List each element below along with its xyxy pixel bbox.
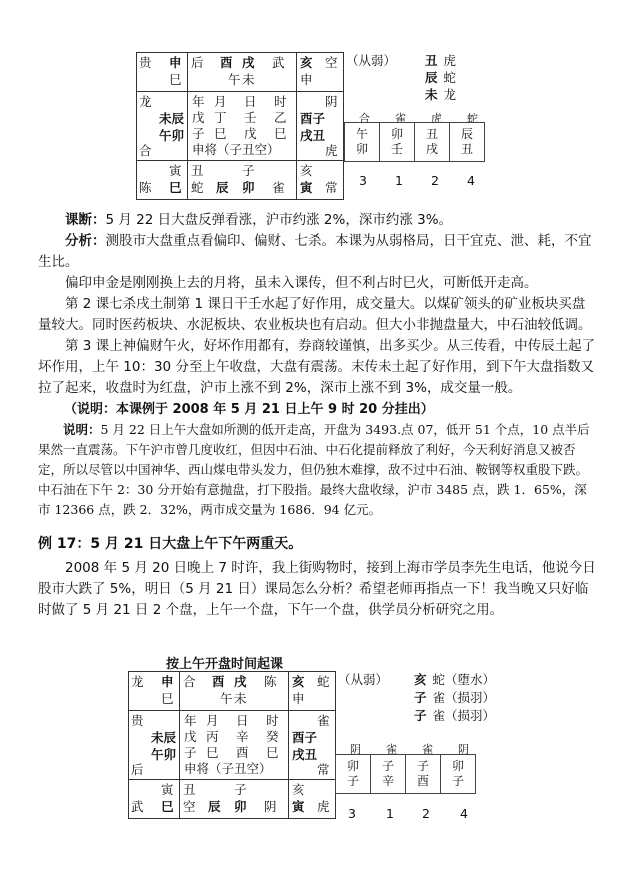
ke-god: 阴: [350, 743, 361, 756]
pan2-tm-branch-1: 酉: [212, 674, 225, 689]
ke-lower: 壬: [390, 142, 403, 156]
pan2-c-year: 年: [184, 713, 197, 728]
pan1-ke-order: [345, 173, 505, 189]
pan2-caption: 按上午开盘时间起课: [166, 657, 284, 672]
ke-number: 3: [359, 173, 367, 188]
chuan-row: [425, 54, 456, 68]
pan1-tm-sub-1: 午: [228, 72, 241, 87]
ke-upper: 卯: [451, 759, 464, 773]
chuan-row: [414, 709, 495, 723]
pan1-mr-pair-2: 戌丑: [300, 128, 326, 143]
pan2-bl-god: 武: [131, 799, 144, 814]
posting-note: （说明：本课例于 2008 年 5 月 21 日上午 9 时 20 分挂出）: [64, 402, 434, 417]
pan1-c-year: 年: [192, 94, 205, 109]
pan2-c-month: 月: [206, 713, 219, 728]
pan2-ke-order: [336, 806, 496, 822]
pan2-bm-god-2: 阴: [264, 799, 277, 814]
paragraph-ke-2: 第 2 课七杀戌土制第 1 课日干壬水起了好作用，成交量大。以煤矿领头的矿业板块买盘量较大。同时医药板块、水泥板块、农业板块也有启动。但大小非抛盘量大，中石油较低调。: [38, 296, 592, 333]
pan2-tm-branch-2: 戌: [234, 674, 247, 689]
pan2-bl-branch: 巳: [161, 799, 174, 814]
ke-duan-text: 5 月 22 日大盘反弹看涨，沪市约涨 2%，深市约涨 3%。: [105, 212, 453, 228]
ke-cell: [336, 755, 371, 794]
ke-number: 4: [467, 173, 475, 188]
ke-number: 1: [395, 173, 403, 188]
fen-xi-label: 分析：: [65, 233, 106, 249]
pan1-tm-branch-1: 酉: [220, 55, 233, 70]
result-note: [38, 420, 598, 520]
fen-xi-text: 测股市大盘重点看偏印、偏财、七杀。本课为从弱格局，日干宜克、泄、耗，不宜生比。: [38, 233, 592, 270]
ke-number: 2: [431, 173, 439, 188]
ke-number: 3: [348, 806, 356, 821]
pan2-bm-sub-2: 子: [234, 782, 247, 797]
pan2-tm-god-1: 合: [183, 674, 196, 689]
pan1-c-stem-4: 乙: [274, 110, 287, 125]
ke-cell: [380, 123, 415, 162]
chuan-branch: 子: [414, 690, 427, 705]
pan2-c-hour: 时: [266, 713, 279, 728]
pan1-tr-god: 空: [325, 55, 338, 70]
chuan-god: 蛇（堕水）: [432, 672, 496, 687]
ke-lower: 酉: [416, 774, 429, 788]
pan1-c-br-3: 戊: [244, 126, 257, 141]
example-17-intro: 2008 年 5 月 20 日晚上 7 时许，我上街购物时，接到上海市学员李先生电话，他说今日股市大跌了 5%，明日（5 月 21 日）课局怎么分析？希望老师再指点一下！我当晚又只好临时做了 5 月 21 日 2 个盘，上午一个盘，下午一个盘，供学员分析研究之用。: [38, 560, 596, 618]
pan1-bm-god-1: 蛇: [191, 180, 204, 195]
pan1-bl-sub: 寅: [169, 163, 182, 178]
pan2-ml-god-2: 后: [131, 762, 144, 777]
pan2-mr-god-1: 雀: [317, 713, 330, 728]
pan2-c-stem-2: 丙: [206, 729, 219, 744]
pan2-bm-branch-1: 辰: [208, 799, 221, 814]
ke-cell: [371, 755, 406, 794]
chuan-row: [425, 88, 456, 102]
pan1-bl-god: 陈: [139, 180, 152, 195]
chuan-row: [414, 691, 495, 705]
pan1-cell-mid-left: [137, 92, 187, 160]
pan1-ml-god-1: 龙: [139, 94, 152, 109]
pan1-br-god: 常: [325, 180, 338, 195]
pan2-c-day: 日: [236, 713, 249, 728]
pan1-bm-sub-1: 丑: [191, 163, 204, 178]
example-17-title: 例 17：5 月 21 日大盘上午下午两重天。: [38, 536, 303, 552]
ke-upper: 子: [381, 759, 394, 773]
chuan-god: 雀（损羽）: [432, 708, 496, 723]
pan1-c-stem-1: 戊: [192, 110, 205, 125]
ke-cell: [406, 755, 441, 794]
result-text: 5 月 22 日上午大盘如所测的低开走高，开盘为 3493.点 07，低开 51 个点，10 点半后果然一直震荡。下午沪市曾几度收红，但因中石油、中石化提前释放了利好，今天利好消息又被否定，所以尽管以中国神华、西山煤电带头发力，但仍独木难撑，敌不过中石油、鞍钢等权重股下跌。中石油在下午 2：30 分开始有意抛盘，打下股指。最终大盘收绿，沪市 3485 点，跌 1．65%，深市 12366 点，跌 2．32%，两市成交量为 1686．94 亿元。: [38, 422, 590, 517]
ke-god: 雀: [395, 112, 406, 125]
chuan-branch: 丑: [425, 53, 438, 68]
chuan-god: 蛇: [443, 70, 457, 85]
pan2-br-god: 虎: [317, 799, 330, 814]
chuan-branch: 辰: [425, 70, 438, 85]
pan1-tr-sub: 申: [300, 72, 313, 87]
pan2-ml-pair-2: 午卯: [151, 747, 177, 762]
result-label: 说明：: [63, 422, 101, 437]
ke-duan-paragraph: [38, 210, 598, 231]
ke-god: 蛇: [467, 112, 478, 125]
pan2-c-stem-4: 癸: [266, 729, 279, 744]
chuan-branch: 亥: [414, 672, 427, 687]
pan2-c-br-4: 巳: [266, 745, 279, 760]
ke-god: 雀: [422, 743, 433, 756]
pan2-bm-god-1: 空: [183, 799, 196, 814]
pan2-bm-branch-2: 卯: [234, 799, 247, 814]
ke-god: 阴: [458, 743, 469, 756]
paragraph-ke-3: 第 3 课上神偏财午火，好坏作用都有，券商较谨慎，出多买少。从三传看，中传辰土起了坏作用，上午 10：30 分至上午收盘，大盘有震荡。末传未土起了好作用，到下午大盘指数又拉了起来，收盘时为红盘，沪市上涨不到 2%，深市上涨不到 3%，成交量一般。: [38, 338, 596, 396]
ke-upper: 辰: [460, 127, 473, 141]
ke-number: 2: [422, 806, 430, 821]
pan2-c-br-1: 子: [184, 745, 197, 760]
pan1-ml-pair-1: 未辰: [159, 111, 185, 126]
pan1-c-stem-3: 壬: [244, 110, 257, 125]
pan2-c-br-2: 巳: [206, 745, 219, 760]
pan2-tr-sub: 申: [292, 691, 305, 706]
pan2-tl-god: 龙: [131, 674, 144, 689]
ke-cell: [450, 123, 485, 162]
ke-lower: 子: [451, 774, 464, 788]
pan2-c-stem-1: 戊: [184, 729, 197, 744]
pan2-tl-branch: 申: [161, 674, 174, 689]
chuan-god: 虎: [443, 53, 457, 68]
ke-cell: [345, 123, 380, 162]
pan2-cell-bottom-left: [129, 780, 179, 818]
paragraph-pian-yin: 偏印申金是刚刚换上去的月将，虽未入课传，但不利占时巳火，可断低开走高。: [65, 275, 538, 291]
pan2-tr-branch: 亥: [292, 674, 305, 689]
ke-cell: [415, 123, 450, 162]
fen-xi-paragraph: [38, 231, 598, 273]
ke-duan-label: 课断：: [65, 212, 106, 228]
pan1-tr-branch: 亥: [300, 55, 313, 70]
pan1-san-chuan: [425, 54, 456, 102]
ke-lower: 子: [346, 774, 359, 788]
pan2-ml-god-1: 贵: [131, 713, 144, 728]
pan2-si-ke: [335, 754, 476, 794]
ke-upper: 午: [355, 127, 368, 141]
ke-lower: 丑: [460, 142, 473, 156]
chuan-god: 雀（损羽）: [432, 690, 496, 705]
ke-number: 1: [386, 806, 394, 821]
pan1-tm-god-2: 武: [272, 55, 285, 70]
pan1-tl-god: 贵: [139, 55, 152, 70]
pan2-cell-top-left: [129, 672, 179, 710]
pan1-tm-branch-2: 戌: [242, 55, 255, 70]
ke-lower: 辛: [381, 774, 394, 788]
pan1-c-hour: 时: [274, 94, 287, 109]
ke-god: 虎: [431, 112, 442, 125]
pan1-c-br-4: 巳: [274, 126, 287, 141]
pan2-tr-god: 蛇: [317, 674, 330, 689]
pan1-mr-pair-1: 酉子: [300, 111, 326, 126]
pan2-tm-god-2: 陈: [264, 674, 277, 689]
pan2-c-br-3: 酉: [236, 745, 249, 760]
pan1-bm-sub-2: 子: [242, 163, 255, 178]
ke-pan-2: [128, 671, 336, 819]
chuan-god: 龙: [443, 87, 457, 102]
pan1-br-sub: 亥: [300, 163, 313, 178]
pan1-cell-bottom-left: [137, 161, 187, 199]
ke-lower: 卯: [355, 142, 368, 156]
pan2-ml-pair-1: 未辰: [151, 730, 177, 745]
pan2-tm-sub-1: 午: [220, 691, 233, 706]
ke-cell: [441, 755, 476, 794]
chuan-branch: 未: [425, 87, 438, 102]
pan1-tm-sub-2: 未: [242, 72, 255, 87]
pan1-bl-branch: 巳: [169, 180, 182, 195]
ke-god: 雀: [386, 743, 397, 756]
pan1-status: （从弱）: [346, 53, 397, 68]
ke-upper: 卯: [390, 127, 403, 141]
pan2-cell-mid-left: [129, 711, 179, 779]
pan2-mr-pair-1: 酉子: [292, 730, 318, 745]
ke-lower: 戌: [425, 142, 438, 156]
pan1-cell-top-left: [137, 53, 187, 91]
ke-god: 合: [359, 112, 370, 125]
pan1-c-month: 月: [214, 94, 227, 109]
pan2-br-branch: 寅: [292, 799, 305, 814]
ke-upper: 丑: [425, 127, 438, 141]
pan2-si-ke-gods: [336, 741, 496, 755]
ke-pan-1: [136, 52, 344, 200]
pan2-bl-sub: 寅: [161, 782, 174, 797]
pan1-mr-god-2: 虎: [325, 143, 338, 158]
pan2-c-jiang: 申将（子丑空）: [184, 761, 272, 776]
pan2-br-sub: 亥: [292, 782, 305, 797]
pan1-c-br-2: 巳: [214, 126, 227, 141]
pan1-tl-sub: 巳: [169, 72, 182, 87]
pan2-tl-sub: 巳: [161, 691, 174, 706]
analysis-text: [38, 210, 598, 621]
pan1-bm-god-2: 雀: [272, 180, 285, 195]
chuan-branch: 子: [414, 708, 427, 723]
pan2-mr-god-2: 常: [317, 762, 330, 777]
pan1-c-jiang: 申将（子丑空）: [192, 142, 280, 157]
chuan-row: [425, 71, 456, 85]
pan2-san-chuan: [414, 673, 495, 723]
pan1-si-ke: [344, 122, 485, 162]
pan2-tm-sub-2: 未: [234, 691, 247, 706]
pan1-ml-pair-2: 午卯: [159, 128, 185, 143]
pan1-bm-branch-2: 卯: [242, 180, 255, 195]
pan1-c-day: 日: [244, 94, 257, 109]
pan1-mr-god-1: 阴: [325, 94, 338, 109]
pan2-bm-sub-1: 丑: [183, 782, 196, 797]
pan1-tl-branch: 申: [169, 55, 182, 70]
ke-number: 4: [460, 806, 468, 821]
pan1-br-branch: 寅: [300, 180, 313, 195]
pan1-c-br-1: 子: [192, 126, 205, 141]
ke-upper: 卯: [346, 759, 359, 773]
chuan-row: [414, 673, 495, 687]
pan2-mr-pair-2: 戌丑: [292, 747, 318, 762]
pan2-c-stem-3: 辛: [236, 729, 249, 744]
pan2-status: （从弱）: [338, 672, 389, 687]
pan1-c-stem-2: 丁: [214, 110, 227, 125]
pan1-bm-branch-1: 辰: [216, 180, 229, 195]
pan1-tm-god-1: 后: [191, 55, 204, 70]
pan1-ml-god-2: 合: [139, 143, 152, 158]
ke-upper: 子: [416, 759, 429, 773]
